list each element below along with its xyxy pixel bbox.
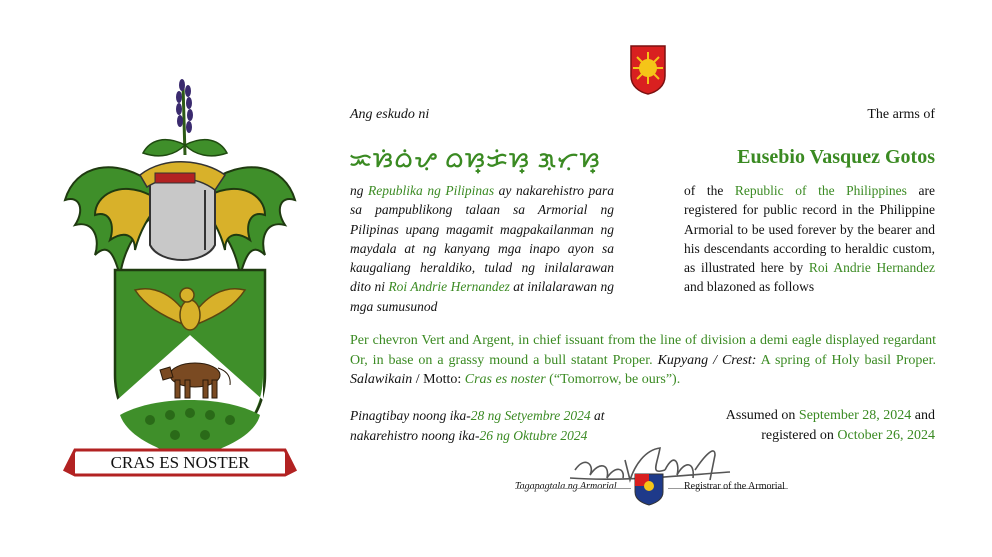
motto-label-sep: / Motto:: [412, 372, 465, 387]
link-republika[interactable]: Republika ng Pilipinas: [368, 183, 495, 198]
crest-label: Kupyang / Crest:: [657, 352, 757, 368]
blazon-motto: Cras es noster: [464, 372, 546, 387]
shield: [115, 270, 265, 460]
registrar-label-en: Registrar of the Armorial: [684, 481, 785, 492]
name-baybayin: ᜁᜐᜒᜊᜒᜌᜓ ᜊᜐ᜔ᜃᜒᜐ᜔ ᜄᜓᜆᜓᜐ᜔: [350, 148, 602, 172]
blazon-shield: Per chevron Vert and Argent, in chief issuant from the line of division a demi eagle displayed regardant Or, in base on a grassy mound a bull statant Proper.: [350, 333, 936, 368]
date-assumed-tl: 28 ng Setyembre 2024: [470, 408, 591, 423]
body-tl: ng Republika ng Pilipinas ay nakarehistro para sa pampublikong talaan sa Armorial ng Pilipinas upang magamit magpakailanman ng maydala at ng kanyang mga inapo ayon sa kaugaliang heraldiko, tulad ng inilalarawan dito ni Roi Andrie Hernandez at inilalarawan ng mga sumusunod: [350, 183, 614, 314]
dates-tl: Pinagtibay noong ika-28 ng Setyembre 2024 at nakarehistro noong ika-26 ng Oktubre 2024: [350, 408, 605, 443]
motto-translation: (“Tomorrow, be ours”).: [549, 372, 681, 387]
heading-en: The arms of: [867, 107, 935, 122]
motto-scroll: [65, 450, 295, 475]
body-en: of the Republic of the Philippines are registered for public record in the Philippine Armorial to be used forever by the bearer and his descendants according to heraldic custom, as illustrated here by Roi Andrie Hernandez and blazoned as follows: [684, 183, 935, 295]
coat-of-arms: [55, 75, 305, 485]
link-illustrator-en[interactable]: Roi Andrie Hernandez: [808, 260, 935, 276]
blazon-crest: A spring of Holy basil Proper.: [760, 352, 936, 368]
helmet: [140, 162, 225, 260]
link-illustrator-tl[interactable]: Roi Andrie Hernandez: [388, 279, 510, 295]
name-en: Eusebio Vasquez Gotos: [737, 146, 935, 168]
link-republic[interactable]: Republic of the Philippines: [734, 183, 907, 198]
date-registered-en: October 26, 2024: [837, 427, 935, 443]
motto-label-tl: Salawikain: [350, 372, 413, 387]
registrar-seal: [632, 472, 666, 506]
holy-basil-crest: [143, 79, 227, 156]
heading-tl: Ang eskudo ni: [350, 107, 430, 122]
motto-scroll-text: CRAS ES NOSTER: [110, 453, 250, 472]
signature-line-left: [515, 488, 631, 489]
registrar-label-tl: Tagapagtala ng Armorial: [515, 481, 617, 492]
date-registered-tl: 26 ng Oktubre 2024: [479, 427, 588, 443]
blazon: [350, 331, 936, 390]
date-assumed-en: September 28, 2024: [798, 408, 912, 423]
dates-en: Assumed on September 28, 2024 and registered on October 26, 2024: [725, 408, 935, 443]
armorial-emblem: [629, 44, 667, 96]
